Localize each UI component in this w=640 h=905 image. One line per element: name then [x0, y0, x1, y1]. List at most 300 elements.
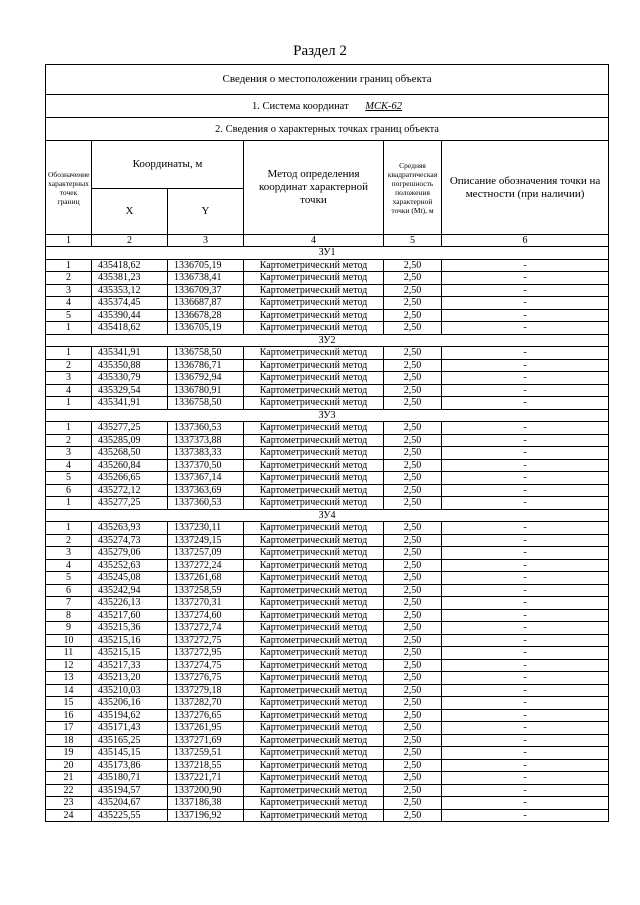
description: - — [442, 297, 609, 310]
method: Картометрический метод — [244, 534, 384, 547]
method: Картометрический метод — [244, 434, 384, 447]
method: Картометрический метод — [244, 672, 384, 685]
table-row — [46, 447, 609, 460]
coord-x: 435374,45 — [92, 297, 168, 310]
description: - — [442, 522, 609, 535]
coord-y: 1337249,15 — [168, 534, 244, 547]
column-index: 2 — [92, 235, 168, 247]
description: - — [442, 759, 609, 772]
description: - — [442, 272, 609, 285]
point-number: 10 — [46, 634, 92, 647]
coord-x: 435210,03 — [92, 684, 168, 697]
error-value: 2,50 — [384, 759, 442, 772]
point-number: 6 — [46, 584, 92, 597]
table-row — [46, 534, 609, 547]
coord-y: 1337200,90 — [168, 784, 244, 797]
coord-x: 435165,25 — [92, 734, 168, 747]
point-number: 3 — [46, 447, 92, 460]
table-row — [46, 272, 609, 285]
column-index: 6 — [442, 235, 609, 247]
method: Картометрический метод — [244, 647, 384, 660]
error-value: 2,50 — [384, 709, 442, 722]
method: Картометрический метод — [244, 422, 384, 435]
method: Картометрический метод — [244, 797, 384, 810]
table-row — [46, 697, 609, 710]
coord-y: 1336786,71 — [168, 359, 244, 372]
description: - — [442, 797, 609, 810]
table-row — [46, 497, 609, 510]
points-section-row — [46, 118, 609, 141]
error-value: 2,50 — [384, 647, 442, 660]
point-number: 19 — [46, 747, 92, 760]
coord-y: 1337270,31 — [168, 597, 244, 610]
error-value: 2,50 — [384, 797, 442, 810]
group-header-row — [46, 509, 609, 522]
method: Картометрический метод — [244, 622, 384, 635]
point-number: 1 — [46, 259, 92, 272]
table-row — [46, 434, 609, 447]
description: - — [442, 559, 609, 572]
coord-x: 435213,20 — [92, 672, 168, 685]
point-number: 12 — [46, 659, 92, 672]
error-value: 2,50 — [384, 459, 442, 472]
header-coordinates: Координаты, м — [92, 141, 244, 189]
method: Картометрический метод — [244, 772, 384, 785]
description: - — [442, 497, 609, 510]
description: - — [442, 484, 609, 497]
description: - — [442, 547, 609, 560]
coord-x: 435194,62 — [92, 709, 168, 722]
point-number: 24 — [46, 809, 92, 822]
coord-x: 435274,73 — [92, 534, 168, 547]
coord-x: 435277,25 — [92, 497, 168, 510]
coord-x: 435285,09 — [92, 434, 168, 447]
error-value: 2,50 — [384, 772, 442, 785]
point-number: 6 — [46, 484, 92, 497]
table-row — [46, 622, 609, 635]
table-row — [46, 722, 609, 735]
coord-system-row — [46, 95, 609, 118]
group-name: ЗУ1 — [46, 247, 609, 260]
error-value: 2,50 — [384, 534, 442, 547]
method: Картометрический метод — [244, 559, 384, 572]
error-value: 2,50 — [384, 397, 442, 410]
description: - — [442, 322, 609, 335]
error-value: 2,50 — [384, 422, 442, 435]
point-number: 4 — [46, 559, 92, 572]
method: Картометрический метод — [244, 609, 384, 622]
point-number: 1 — [46, 322, 92, 335]
error-value: 2,50 — [384, 359, 442, 372]
table-row — [46, 472, 609, 485]
boundary-table — [45, 64, 609, 822]
coord-x: 435204,67 — [92, 797, 168, 810]
coord-y: 1337279,18 — [168, 684, 244, 697]
table-row — [46, 772, 609, 785]
description: - — [442, 622, 609, 635]
error-value: 2,50 — [384, 634, 442, 647]
table-row — [46, 372, 609, 385]
table-row — [46, 659, 609, 672]
coord-y: 1337261,68 — [168, 572, 244, 585]
description: - — [442, 659, 609, 672]
error-value: 2,50 — [384, 372, 442, 385]
header-designation: Обозначение характерных точек границ — [46, 141, 92, 235]
coord-y: 1337272,24 — [168, 559, 244, 572]
point-number: 2 — [46, 272, 92, 285]
error-value: 2,50 — [384, 547, 442, 560]
error-value: 2,50 — [384, 697, 442, 710]
point-number: 13 — [46, 672, 92, 685]
description: - — [442, 684, 609, 697]
coord-y: 1336709,37 — [168, 284, 244, 297]
description: - — [442, 734, 609, 747]
description: - — [442, 572, 609, 585]
error-value: 2,50 — [384, 559, 442, 572]
error-value: 2,50 — [384, 484, 442, 497]
error-value: 2,50 — [384, 284, 442, 297]
coord-x: 435341,91 — [92, 397, 168, 410]
column-index: 4 — [244, 235, 384, 247]
description: - — [442, 697, 609, 710]
point-number: 1 — [46, 347, 92, 360]
method: Картометрический метод — [244, 259, 384, 272]
error-value: 2,50 — [384, 747, 442, 760]
coord-y: 1336758,50 — [168, 397, 244, 410]
method: Картометрический метод — [244, 659, 384, 672]
header-x: X — [92, 189, 168, 235]
group-header-row — [46, 334, 609, 347]
error-value: 2,50 — [384, 322, 442, 335]
coord-y: 1337258,59 — [168, 584, 244, 597]
coord-y: 1336780,91 — [168, 384, 244, 397]
coord-x: 435350,88 — [92, 359, 168, 372]
coord-y: 1337230,11 — [168, 522, 244, 535]
coord-x: 435260,84 — [92, 459, 168, 472]
method: Картометрический метод — [244, 634, 384, 647]
error-value: 2,50 — [384, 784, 442, 797]
method: Картометрический метод — [244, 484, 384, 497]
error-value: 2,50 — [384, 684, 442, 697]
coord-y: 1337261,95 — [168, 722, 244, 735]
point-number: 1 — [46, 397, 92, 410]
group-name: ЗУ3 — [46, 409, 609, 422]
point-number: 16 — [46, 709, 92, 722]
header-error: Средняя квадратическая погрешность положения характерной точки (Mt), м — [384, 141, 442, 235]
coord-y: 1337367,14 — [168, 472, 244, 485]
description: - — [442, 672, 609, 685]
point-number: 3 — [46, 547, 92, 560]
error-value: 2,50 — [384, 584, 442, 597]
point-number: 11 — [46, 647, 92, 660]
coord-y: 1337272,75 — [168, 634, 244, 647]
table-row — [46, 347, 609, 360]
method: Картометрический метод — [244, 697, 384, 710]
method: Картометрический метод — [244, 297, 384, 310]
coord-system-value[interactable]: МСК-62 — [365, 100, 403, 112]
coord-x: 435272,12 — [92, 484, 168, 497]
group-header-row — [46, 409, 609, 422]
description: - — [442, 584, 609, 597]
coord-y: 1337272,74 — [168, 622, 244, 635]
group-header-row — [46, 247, 609, 260]
coord-x: 435215,36 — [92, 622, 168, 635]
description: - — [442, 784, 609, 797]
coord-y: 1337276,75 — [168, 672, 244, 685]
method: Картометрический метод — [244, 684, 384, 697]
coord-system-label: 1. Система координат — [252, 100, 349, 112]
point-number: 2 — [46, 434, 92, 447]
coord-x: 435268,50 — [92, 447, 168, 460]
group-name: ЗУ2 — [46, 334, 609, 347]
description: - — [442, 747, 609, 760]
method: Картометрический метод — [244, 309, 384, 322]
table-row — [46, 384, 609, 397]
error-value: 2,50 — [384, 734, 442, 747]
point-number: 15 — [46, 697, 92, 710]
coord-x: 435418,62 — [92, 259, 168, 272]
table-row — [46, 422, 609, 435]
description: - — [442, 772, 609, 785]
error-value: 2,50 — [384, 384, 442, 397]
method: Картометрический метод — [244, 359, 384, 372]
header-description: Описание обозначения точки на местности (при наличии) — [442, 141, 609, 235]
point-number: 7 — [46, 597, 92, 610]
coord-x: 435206,16 — [92, 697, 168, 710]
method: Картометрический метод — [244, 284, 384, 297]
coord-x: 435353,12 — [92, 284, 168, 297]
method: Картометрический метод — [244, 747, 384, 760]
description: - — [442, 722, 609, 735]
table-row — [46, 784, 609, 797]
point-number: 1 — [46, 422, 92, 435]
method: Картометрический метод — [244, 459, 384, 472]
coord-x: 435145,15 — [92, 747, 168, 760]
table-row — [46, 547, 609, 560]
coord-x: 435194,57 — [92, 784, 168, 797]
point-number: 20 — [46, 759, 92, 772]
coord-y: 1336705,19 — [168, 259, 244, 272]
coord-x: 435215,16 — [92, 634, 168, 647]
table-row — [46, 559, 609, 572]
header-row — [46, 141, 609, 189]
description: - — [442, 709, 609, 722]
point-number: 17 — [46, 722, 92, 735]
coord-x: 435242,94 — [92, 584, 168, 597]
method: Картометрический метод — [244, 722, 384, 735]
error-value: 2,50 — [384, 297, 442, 310]
table-row — [46, 284, 609, 297]
table-row — [46, 572, 609, 585]
group-name: ЗУ4 — [46, 509, 609, 522]
coord-x: 435225,55 — [92, 809, 168, 822]
coord-x: 435226,13 — [92, 597, 168, 610]
coord-y: 1336687,87 — [168, 297, 244, 310]
method: Картометрический метод — [244, 784, 384, 797]
coord-x: 435171,43 — [92, 722, 168, 735]
coord-y: 1337221,71 — [168, 772, 244, 785]
column-index: 1 — [46, 235, 92, 247]
table-row — [46, 259, 609, 272]
coord-y: 1336738,41 — [168, 272, 244, 285]
column-index: 3 — [168, 235, 244, 247]
description: - — [442, 284, 609, 297]
point-number: 3 — [46, 284, 92, 297]
table-row — [46, 359, 609, 372]
coord-y: 1337218,55 — [168, 759, 244, 772]
coord-x: 435252,63 — [92, 559, 168, 572]
error-value: 2,50 — [384, 434, 442, 447]
method: Картометрический метод — [244, 734, 384, 747]
point-number: 2 — [46, 534, 92, 547]
points-section-title: 2. Сведения о характерных точках границ объекта — [46, 118, 609, 141]
point-number: 9 — [46, 622, 92, 635]
description: - — [442, 397, 609, 410]
coord-y: 1336758,50 — [168, 347, 244, 360]
coord-y: 1337259,51 — [168, 747, 244, 760]
coord-x: 435245,08 — [92, 572, 168, 585]
coord-y: 1337196,92 — [168, 809, 244, 822]
coord-x: 435266,65 — [92, 472, 168, 485]
column-index-row — [46, 235, 609, 247]
table-row — [46, 647, 609, 660]
coord-x: 435217,60 — [92, 609, 168, 622]
table-row — [46, 584, 609, 597]
coord-y: 1336678,28 — [168, 309, 244, 322]
page-title: Раздел 2 — [293, 43, 347, 59]
error-value: 2,50 — [384, 597, 442, 610]
error-value: 2,50 — [384, 347, 442, 360]
coord-x: 435341,91 — [92, 347, 168, 360]
point-number: 5 — [46, 309, 92, 322]
coord-y: 1337274,60 — [168, 609, 244, 622]
method: Картометрический метод — [244, 709, 384, 722]
column-index: 5 — [384, 235, 442, 247]
error-value: 2,50 — [384, 572, 442, 585]
description: - — [442, 459, 609, 472]
error-value: 2,50 — [384, 622, 442, 635]
error-value: 2,50 — [384, 497, 442, 510]
coord-x: 435418,62 — [92, 322, 168, 335]
table-row — [46, 609, 609, 622]
coord-y: 1336705,19 — [168, 322, 244, 335]
table-row — [46, 709, 609, 722]
coord-x: 435217,33 — [92, 659, 168, 672]
description: - — [442, 534, 609, 547]
description: - — [442, 434, 609, 447]
error-value: 2,50 — [384, 609, 442, 622]
coord-x: 435330,79 — [92, 372, 168, 385]
table-row — [46, 684, 609, 697]
error-value: 2,50 — [384, 259, 442, 272]
coord-y: 1337383,33 — [168, 447, 244, 460]
point-number: 8 — [46, 609, 92, 622]
header-y: Y — [168, 189, 244, 235]
coord-x: 435390,44 — [92, 309, 168, 322]
point-number: 1 — [46, 522, 92, 535]
error-value: 2,50 — [384, 447, 442, 460]
method: Картометрический метод — [244, 322, 384, 335]
coord-y: 1337360,53 — [168, 497, 244, 510]
coord-y: 1337186,38 — [168, 797, 244, 810]
coord-x: 435173,86 — [92, 759, 168, 772]
coord-x: 435263,93 — [92, 522, 168, 535]
point-number: 5 — [46, 472, 92, 485]
point-number: 14 — [46, 684, 92, 697]
table-row — [46, 734, 609, 747]
method: Картометрический метод — [244, 384, 384, 397]
method: Картометрический метод — [244, 497, 384, 510]
method: Картометрический метод — [244, 272, 384, 285]
method: Картометрический метод — [244, 572, 384, 585]
error-value: 2,50 — [384, 809, 442, 822]
table-title: Сведения о местоположении границ объекта — [46, 65, 609, 95]
method: Картометрический метод — [244, 584, 384, 597]
error-value: 2,50 — [384, 272, 442, 285]
table-row — [46, 397, 609, 410]
table-row — [46, 484, 609, 497]
method: Картометрический метод — [244, 372, 384, 385]
coord-y: 1337363,69 — [168, 484, 244, 497]
coord-y: 1337257,09 — [168, 547, 244, 560]
point-number: 5 — [46, 572, 92, 585]
description: - — [442, 609, 609, 622]
method: Картометрический метод — [244, 447, 384, 460]
error-value: 2,50 — [384, 672, 442, 685]
coord-y: 1337373,88 — [168, 434, 244, 447]
method: Картометрический метод — [244, 759, 384, 772]
coord-x: 435277,25 — [92, 422, 168, 435]
point-number: 4 — [46, 384, 92, 397]
description: - — [442, 597, 609, 610]
description: - — [442, 309, 609, 322]
coord-y: 1337276,65 — [168, 709, 244, 722]
point-number: 4 — [46, 297, 92, 310]
coord-y: 1337274,75 — [168, 659, 244, 672]
point-number: 4 — [46, 459, 92, 472]
table-row — [46, 809, 609, 822]
point-number: 18 — [46, 734, 92, 747]
method: Картометрический метод — [244, 597, 384, 610]
point-number: 22 — [46, 784, 92, 797]
table-row — [46, 297, 609, 310]
table-row — [46, 797, 609, 810]
table-title-row — [46, 65, 609, 95]
description: - — [442, 809, 609, 822]
method: Картометрический метод — [244, 472, 384, 485]
coord-x: 435215,15 — [92, 647, 168, 660]
method: Картометрический метод — [244, 522, 384, 535]
description: - — [442, 472, 609, 485]
table-row — [46, 309, 609, 322]
description: - — [442, 359, 609, 372]
description: - — [442, 259, 609, 272]
description: - — [442, 634, 609, 647]
coord-x: 435279,06 — [92, 547, 168, 560]
coord-system-cell — [46, 95, 609, 118]
description: - — [442, 347, 609, 360]
coord-y: 1337271,69 — [168, 734, 244, 747]
error-value: 2,50 — [384, 522, 442, 535]
coord-x: 435180,71 — [92, 772, 168, 785]
point-number: 3 — [46, 372, 92, 385]
point-number: 21 — [46, 772, 92, 785]
error-value: 2,50 — [384, 309, 442, 322]
description: - — [442, 447, 609, 460]
coord-x: 435329,54 — [92, 384, 168, 397]
method: Картометрический метод — [244, 547, 384, 560]
method: Картометрический метод — [244, 347, 384, 360]
